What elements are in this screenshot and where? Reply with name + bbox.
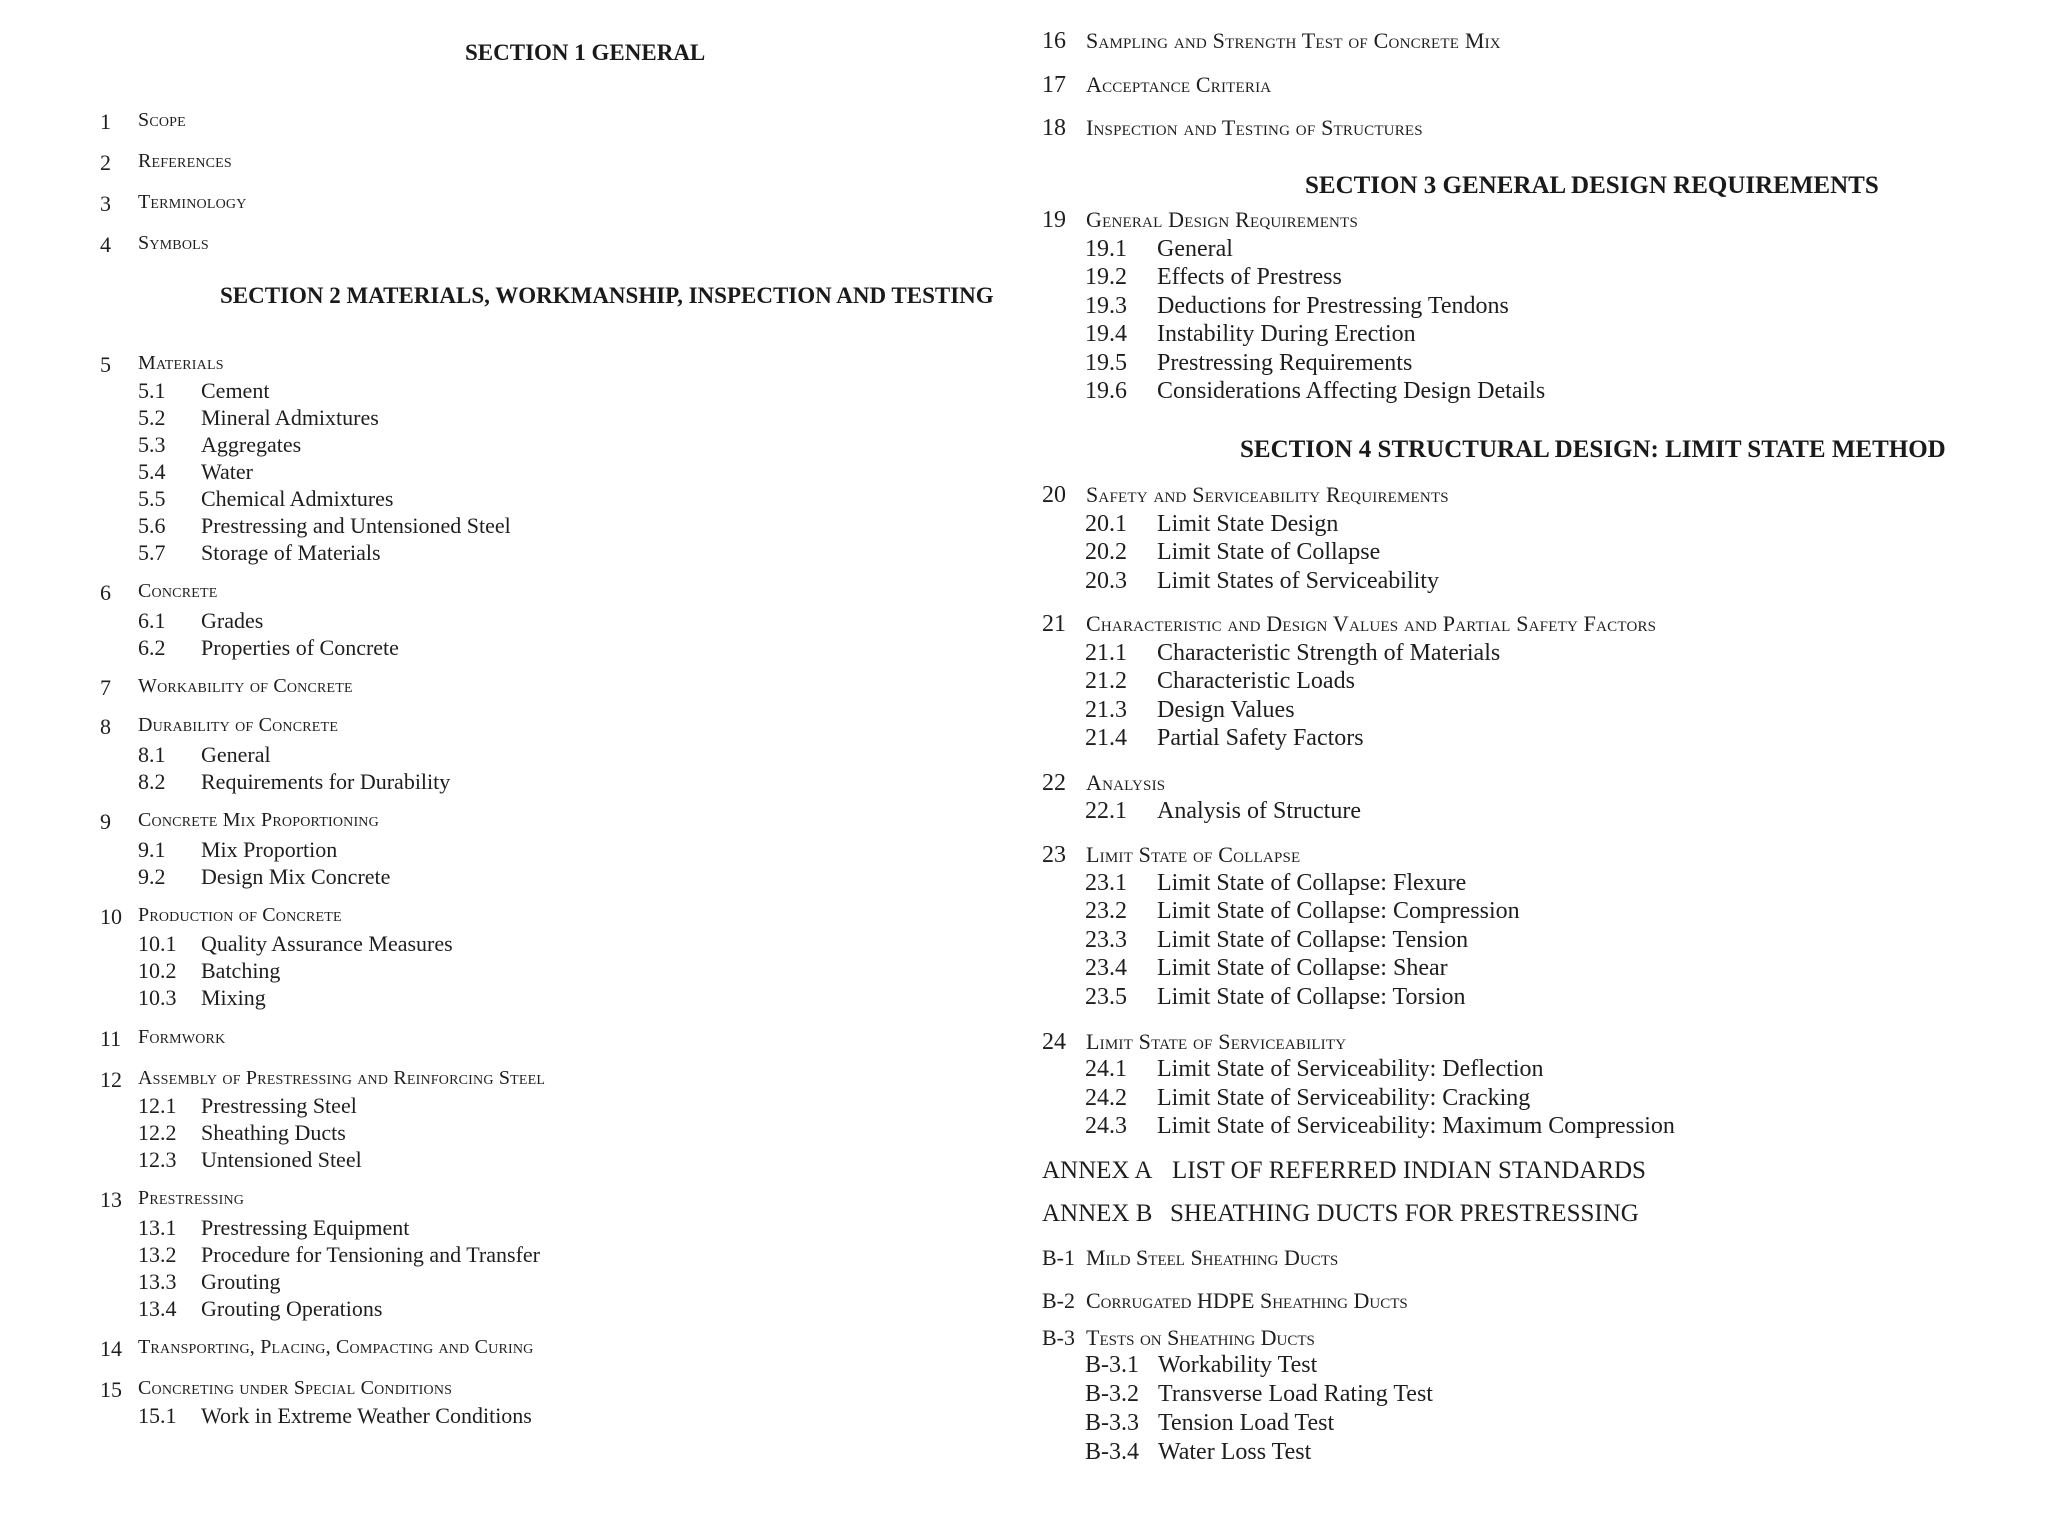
toc-entry-number: 9 — [100, 809, 111, 834]
toc-entry-number: 1 — [100, 109, 111, 134]
toc-subentry-number: 24.1 — [1085, 1056, 1127, 1082]
toc-subentry-title: Requirements for Durability — [201, 769, 451, 794]
toc-subentry-number: 21.2 — [1085, 668, 1127, 694]
toc-subentry-title: Limit State of Collapse: Compression — [1157, 898, 1520, 924]
toc-entry-number: 11 — [100, 1026, 122, 1051]
toc-subentry-number: 8.1 — [138, 742, 166, 767]
toc-subentry-number: B-3.2 — [1085, 1381, 1139, 1407]
toc-subentry-title: Effects of Prestress — [1157, 264, 1342, 290]
toc-subentry-number: 9.1 — [138, 837, 166, 862]
toc-subentry-number: 20.3 — [1085, 568, 1127, 594]
toc-subentry-number: 19.2 — [1085, 264, 1127, 290]
toc-subentry-number: 22.1 — [1085, 798, 1127, 824]
toc-entry-number: 14 — [100, 1336, 122, 1361]
toc-subentry-number: 5.4 — [138, 459, 166, 484]
section-3-heading: SECTION 3 GENERAL DESIGN REQUIREMENTS — [1305, 172, 1879, 199]
toc-subentry-title: Partial Safety Factors — [1157, 725, 1364, 751]
toc-subentry-title: Untensioned Steel — [201, 1147, 362, 1172]
toc-entry-title: Transporting, Placing, Compacting and Curing — [138, 1336, 534, 1358]
toc-subentry-title: Properties of Concrete — [201, 635, 399, 660]
toc-entry-title: Symbols — [138, 232, 209, 254]
toc-entry-title: References — [138, 150, 232, 172]
toc-entry-title: Acceptance Criteria — [1086, 72, 1272, 97]
toc-entry-number: 4 — [100, 232, 111, 257]
toc-entry-number: 18 — [1042, 115, 1066, 141]
toc-subentry-title: Design Values — [1157, 697, 1295, 723]
toc-subentry-title: Considerations Affecting Design Details — [1157, 378, 1546, 404]
toc-subentry-title: Limit State Design — [1157, 511, 1339, 537]
toc-subentry-number: 6.2 — [138, 635, 166, 660]
toc-subentry-title: Limit State of Serviceability: Deflection — [1157, 1056, 1544, 1082]
toc-subentry-title: Work in Extreme Weather Conditions — [201, 1403, 532, 1428]
toc-entry-title: Durability of Concrete — [138, 714, 339, 736]
toc-subentry-title: Limit State of Collapse — [1157, 539, 1381, 565]
toc-entry-number: 23 — [1042, 842, 1066, 868]
toc-entry-number: 3 — [100, 191, 111, 216]
toc-subentry-title: Limit State of Collapse: Flexure — [1157, 870, 1467, 896]
toc-subentry-title: Prestressing Equipment — [201, 1215, 410, 1240]
toc-subentry-title: Grades — [201, 608, 264, 633]
toc-entry-title: Concreting under Special Conditions — [138, 1377, 453, 1399]
toc-subentry-number: 6.1 — [138, 608, 166, 633]
toc-subentry-number: 10.1 — [138, 931, 177, 956]
toc-subentry-number: 12.2 — [138, 1120, 177, 1145]
annex-label: ANNEX A — [1042, 1157, 1153, 1184]
toc-entry-number: 15 — [100, 1377, 122, 1402]
toc-entry-number: 20 — [1042, 482, 1066, 508]
toc-entry-number: 12 — [100, 1067, 122, 1092]
toc-subentry-number: 20.1 — [1085, 511, 1127, 537]
toc-subentry-title: Mixing — [201, 985, 266, 1010]
toc-subentry-number: 19.4 — [1085, 321, 1127, 347]
toc-subentry-title: Batching — [201, 958, 281, 983]
toc-subentry-number: 12.3 — [138, 1147, 177, 1172]
toc-entry-title: Safety and Serviceability Requirements — [1086, 482, 1449, 507]
toc-subentry-number: 5.5 — [138, 486, 166, 511]
toc-entry-title: Analysis — [1086, 770, 1166, 795]
toc-subentry-title: Limit State of Serviceability: Cracking — [1157, 1085, 1531, 1111]
toc-subentry-number: 23.4 — [1085, 955, 1127, 981]
toc-subentry-title: Limit State of Serviceability: Maximum Compression — [1157, 1113, 1675, 1139]
toc-subentry-number: 24.3 — [1085, 1113, 1127, 1139]
toc-subentry-number: 20.2 — [1085, 539, 1127, 565]
toc-entry-title: Limit State of Serviceability — [1086, 1029, 1347, 1054]
annex-title: SHEATHING DUCTS FOR PRESTRESSING — [1170, 1200, 1639, 1227]
toc-entry-title: Materials — [138, 352, 224, 374]
toc-entry-title: Concrete Mix Proportioning — [138, 809, 379, 831]
section-2-heading: SECTION 2 MATERIALS, WORKMANSHIP, INSPECTION AND TESTING — [220, 283, 994, 308]
annex-b-title: Mild Steel Sheathing Ducts — [1086, 1245, 1339, 1270]
toc-subentry-title: Limit State of Collapse: Torsion — [1157, 984, 1466, 1010]
toc-entry-number: 6 — [100, 580, 111, 605]
toc-subentry-title: Limit State of Collapse: Shear — [1157, 955, 1448, 981]
toc-subentry-number: 5.6 — [138, 513, 166, 538]
toc-subentry-number: 23.2 — [1085, 898, 1127, 924]
toc-entry-number: 19 — [1042, 207, 1066, 233]
toc-subentry-title: Analysis of Structure — [1157, 798, 1361, 824]
toc-subentry-title: Workability Test — [1158, 1352, 1318, 1378]
toc-entry-number: 10 — [100, 904, 122, 929]
toc-entry-title: Production of Concrete — [138, 904, 342, 926]
toc-subentry-title: Cement — [201, 378, 270, 403]
toc-entry-title: Workability of Concrete — [138, 675, 353, 697]
toc-subentry-number: 21.3 — [1085, 697, 1127, 723]
toc-subentry-number: 21.4 — [1085, 725, 1127, 751]
toc-subentry-title: Aggregates — [201, 432, 302, 457]
toc-subentry-number: 23.1 — [1085, 870, 1127, 896]
toc-subentry-title: Characteristic Loads — [1157, 668, 1355, 694]
toc-subentry-number: 19.5 — [1085, 350, 1127, 376]
toc-subentry-number: B-3.1 — [1085, 1352, 1139, 1378]
toc-entry-number: 7 — [100, 675, 111, 700]
toc-subentry-title: Tension Load Test — [1158, 1410, 1335, 1436]
toc-subentry-number: 5.3 — [138, 432, 166, 457]
annex-b-title: Tests on Sheathing Ducts — [1086, 1325, 1315, 1350]
toc-entry-title: Terminology — [138, 191, 247, 213]
toc-subentry-title: Grouting Operations — [201, 1296, 383, 1321]
toc-subentry-title: Procedure for Tensioning and Transfer — [201, 1242, 540, 1267]
toc-subentry-title: Mineral Admixtures — [201, 405, 379, 430]
annex-label: ANNEX B — [1042, 1200, 1153, 1227]
toc-subentry-title: Mix Proportion — [201, 837, 338, 862]
toc-subentry-number: 15.1 — [138, 1403, 177, 1428]
toc-subentry-number: 10.3 — [138, 985, 177, 1010]
toc-subentry-number: 5.2 — [138, 405, 166, 430]
toc-subentry-number: 13.2 — [138, 1242, 177, 1267]
toc-subentry-number: B-3.4 — [1085, 1439, 1139, 1465]
toc-subentry-number: 24.2 — [1085, 1085, 1127, 1111]
toc-subentry-number: 8.2 — [138, 769, 166, 794]
annex-b-number: B-1 — [1042, 1245, 1075, 1270]
toc-subentry-title: Transverse Load Rating Test — [1158, 1381, 1433, 1407]
toc-entry-number: 24 — [1042, 1029, 1066, 1055]
toc-subentry-number: 5.7 — [138, 540, 166, 565]
toc-entry-title: Inspection and Testing of Structures — [1086, 115, 1423, 140]
toc-subentry-number: 19.3 — [1085, 293, 1127, 319]
toc-entry-title: Prestressing — [138, 1187, 245, 1209]
toc-subentry-title: Water Loss Test — [1158, 1439, 1312, 1465]
toc-subentry-number: 21.1 — [1085, 640, 1127, 666]
toc-entry-title: Limit State of Collapse — [1086, 842, 1301, 867]
toc-subentry-number: 23.5 — [1085, 984, 1127, 1010]
annex-title: LIST OF REFERRED INDIAN STANDARDS — [1172, 1157, 1646, 1184]
toc-subentry-title: Storage of Materials — [201, 540, 381, 565]
toc-entry-title: Concrete — [138, 580, 218, 602]
toc-entry-number: 5 — [100, 352, 111, 377]
toc-subentry-title: Prestressing Steel — [201, 1093, 357, 1118]
toc-entry-title: Formwork — [138, 1026, 226, 1048]
toc-subentry-title: Deductions for Prestressing Tendons — [1157, 293, 1509, 319]
section-4-heading: SECTION 4 STRUCTURAL DESIGN: LIMIT STATE METHOD — [1240, 436, 1946, 463]
toc-subentry-title: Sheathing Ducts — [201, 1120, 346, 1145]
toc-entry-number: 2 — [100, 150, 111, 175]
annex-b-number: B-2 — [1042, 1288, 1075, 1313]
toc-subentry-title: Limit States of Serviceability — [1157, 568, 1439, 594]
annex-b-title: Corrugated HDPE Sheathing Ducts — [1086, 1288, 1408, 1313]
toc-entry-number: 16 — [1042, 28, 1066, 54]
toc-subentry-title: General — [201, 742, 271, 767]
annex-b-number: B-3 — [1042, 1325, 1075, 1350]
toc-entry-number: 13 — [100, 1187, 122, 1212]
toc-subentry-number: B-3.3 — [1085, 1410, 1139, 1436]
toc-subentry-title: Prestressing Requirements — [1157, 350, 1413, 376]
toc-subentry-title: Prestressing and Untensioned Steel — [201, 513, 511, 538]
toc-subentry-title: Grouting — [201, 1269, 281, 1294]
toc-subentry-number: 13.4 — [138, 1296, 177, 1321]
toc-entry-title: Assembly of Prestressing and Reinforcing Steel — [138, 1067, 546, 1089]
toc-entry-number: 17 — [1042, 72, 1066, 98]
toc-subentry-number: 23.3 — [1085, 927, 1127, 953]
toc-subentry-number: 10.2 — [138, 958, 177, 983]
toc-entry-title: General Design Requirements — [1086, 207, 1358, 232]
toc-entry-number: 22 — [1042, 770, 1066, 796]
toc-entry-title: Scope — [138, 109, 186, 131]
toc-subentry-title: Characteristic Strength of Materials — [1157, 640, 1501, 666]
toc-subentry-number: 5.1 — [138, 378, 166, 403]
toc-entry-number: 8 — [100, 714, 111, 739]
toc-subentry-number: 13.3 — [138, 1269, 177, 1294]
toc-subentry-number: 12.1 — [138, 1093, 177, 1118]
toc-subentry-number: 13.1 — [138, 1215, 177, 1240]
toc-entry-title: Characteristic and Design Values and Partial Safety Factors — [1086, 611, 1657, 636]
toc-subentry-title: General — [1157, 236, 1233, 262]
toc-entry-number: 21 — [1042, 611, 1066, 637]
toc-subentry-title: Water — [201, 459, 253, 484]
toc-subentry-title: Instability During Erection — [1157, 321, 1416, 347]
toc-subentry-number: 9.2 — [138, 864, 166, 889]
section-1-heading: SECTION 1 GENERAL — [465, 40, 706, 65]
toc-subentry-number: 19.1 — [1085, 236, 1127, 262]
toc-subentry-number: 19.6 — [1085, 378, 1127, 404]
toc-entry-title: Sampling and Strength Test of Concrete Mix — [1086, 28, 1501, 53]
toc-subentry-title: Quality Assurance Measures — [201, 931, 453, 956]
toc-subentry-title: Limit State of Collapse: Tension — [1157, 927, 1469, 953]
toc-subentry-title: Chemical Admixtures — [201, 486, 394, 511]
toc-subentry-title: Design Mix Concrete — [201, 864, 391, 889]
